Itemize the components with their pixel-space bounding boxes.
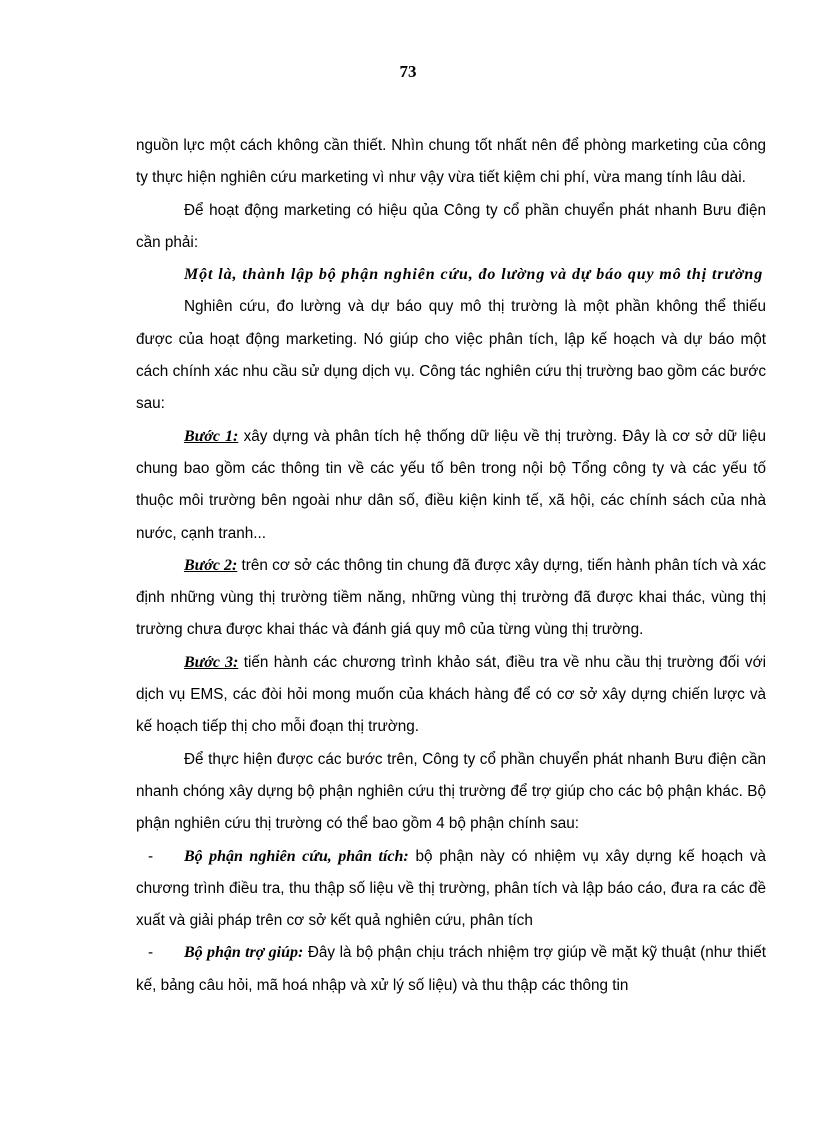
bullet-text: bộ phận này có nhiệm vụ xây dựng kế hoạch và chương trình điều tra, thu thập số liệu về thị trường, phân tích và lập báo cáo, đưa ra các đề xuất và giải pháp trên cơ sở kết quả nghiên cứu, phân tích [136, 847, 766, 930]
step-label-colon: : [232, 427, 239, 445]
step-text: trên cơ sở các thông tin chung đã được xây dựng, tiến hành phân tích và xác định những vùng thị trường tiềm năng, những vùng thị trường đã được khai thác, vùng thị trường chưa được khai thác và đánh giá quy mô của từng vùng thị trường. [136, 556, 767, 639]
step-paragraph [136, 421, 766, 550]
step-label: Bước 2: [184, 556, 238, 574]
step-paragraph [136, 550, 766, 647]
bullet-dash: - [148, 944, 154, 962]
step-label: Bước 3: [184, 653, 239, 671]
bullet-item [136, 937, 766, 1002]
step-text: xây dựng và phân tích hệ thống dữ liệu về thị trường. Đây là cơ sở dữ liệu chung bao gồm các thông tin về các yếu tố bên trong nội bộ Tổng công ty và các yếu tố thuộc môi trường bên ngoài như dân số, điều kiện kinh tế, xã hội, các chính sách của nhà nước, cạnh tranh... [136, 427, 766, 542]
document-body [136, 130, 766, 1002]
step-text: tiến hành các chương trình khảo sát, điều tra về nhu cầu thị trường đối với dịch vụ EMS, các đòi hỏi mong muốn của khách hàng để có cơ sở xây dựng chiến lược và kế hoạch tiếp thị cho mỗi đoạn thị trường. [136, 653, 766, 736]
bullet-label: Bộ phận nghiên cứu, phân tích: [184, 847, 409, 865]
paragraph: nguồn lực một cách không cần thiết. Nhìn chung tốt nhất nên để phòng marketing của công ty thực hiện nghiên cứu marketing vì như vậy vừa tiết kiệm chi phí, vừa mang tính lâu dài. [136, 137, 766, 187]
step-label: Bước 1 [184, 427, 233, 445]
paragraph: Để hoạt động marketing có hiệu qủa Công ty cổ phần chuyển phát nhanh Bưu điện cần phải: [136, 201, 766, 251]
section-heading: Một là, thành lập bộ phận nghiên cứu, đo lường và dự báo quy mô thị trường [184, 266, 764, 284]
paragraph: Nghiên cứu, đo lường và dự báo quy mô thị trường là một phần không thể thiếu được của hoạt động marketing. Nó giúp cho việc phân tích, lập kế hoạch và dự báo một cách chính xác nhu cầu sử dụng dịch vụ. Công tác nghiên cứu thị trường bao gồm các bước sau: [136, 298, 766, 413]
page-number: 73 [399, 62, 417, 81]
step-paragraph [136, 647, 766, 744]
paragraph: Để thực hiện được các bước trên, Công ty cổ phần chuyển phát nhanh Bưu điện cần nhanh chóng xây dựng bộ phận nghiên cứu thị trường để trợ giúp cho các bộ phận khác. Bộ phận nghiên cứu thị trường có thể bao gồm 4 bộ phận chính sau: [136, 750, 766, 833]
bullet-dash: - [148, 847, 154, 865]
bullet-text: Đây là bộ phận chịu trách nhiệm trợ giúp về mặt kỹ thuật (như thiết kế, bảng câu hỏi, mã hoá nhập và xử lý số liệu) và thu thập các thông tin [136, 944, 766, 994]
bullet-item [136, 841, 766, 938]
bullet-label: Bộ phận trợ giúp: [184, 944, 304, 962]
